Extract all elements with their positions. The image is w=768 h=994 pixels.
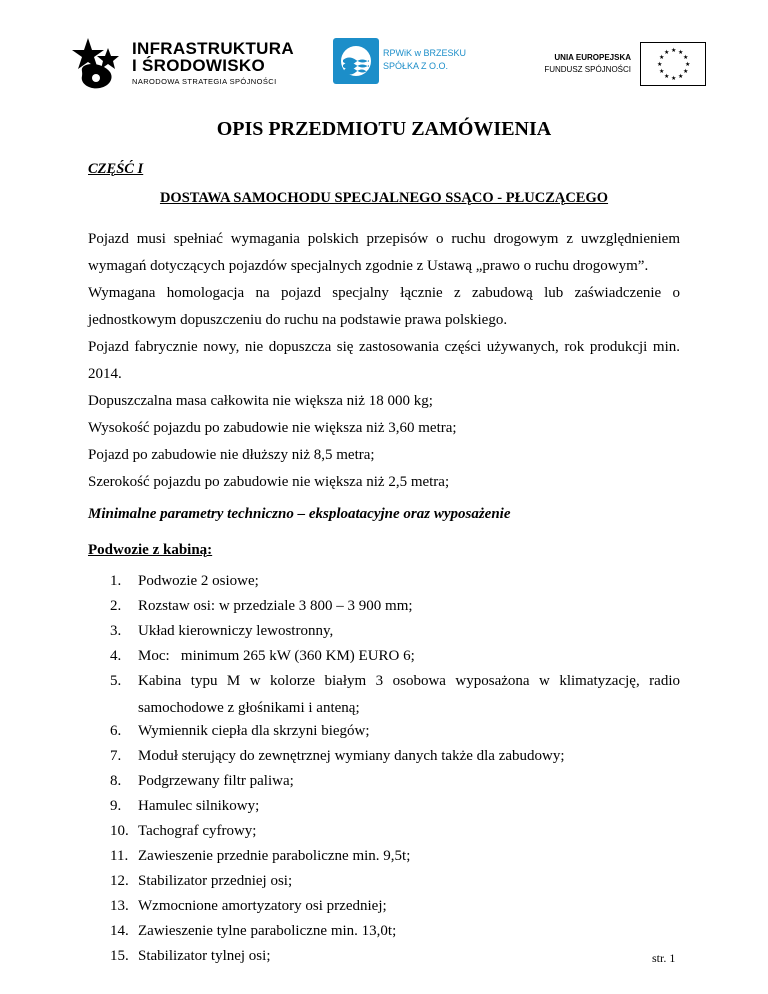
svg-text:★: ★ [671,75,677,82]
item-text: Moduł sterujący do zewnętrznej wymiany danych także dla zabudowy; [138,748,565,764]
item-text: Stabilizator przedniej osi; [138,873,293,889]
rpwik-line1: RPWiK w BRZESKU [383,48,467,58]
item-number: 4. [110,648,122,664]
rpwik-name [383,47,466,73]
item-number: 15. [110,948,129,964]
svg-text:★: ★ [664,49,670,56]
paragraph-requirements: Pojazd musi spełniać wymagania polskich przepisów o ruchu drogowym z uwzględnieniem wymagań dotyczących pojazdów specjalnych zgodnie z Ustawą „prawo o ruchu drogowym”. [88,231,680,274]
ifs-line1: INFRASTRUKTURA [132,39,294,58]
item-text: Wzmocnione amortyzatory osi przedniej; [138,898,387,914]
item-number: 9. [110,798,122,814]
svg-text:★: ★ [664,73,670,80]
part-label: CZĘŚĆ I [88,161,144,177]
item-text: Tachograf cyfrowy; [138,823,257,839]
svg-text:★: ★ [659,54,665,61]
eu-logo [541,42,711,86]
item-text: Hamulec silnikowy; [138,798,260,814]
ifs-subtitle: NARODOWA STRATEGIA SPÓJNOŚCI [132,77,277,86]
paragraph-new-vehicle: Pojazd fabrycznie nowy, nie dopuszcza się zastosowania części używanych, rok produkcji min. 2014. [88,339,680,382]
svg-text:★: ★ [671,47,677,54]
paragraph-homologation: Wymagana homologacja na pojazd specjalny łącznie z zabudową lub zaświadczenie o jednostkowym dopuszczeniu do ruchu na podstawie prawa polskiego. [88,285,680,328]
svg-text:★: ★ [683,68,689,75]
stars-icon [70,36,126,90]
item-number: 14. [110,923,129,939]
svg-text:★: ★ [657,61,663,68]
eu-line2: FUNDUSZ SPÓJNOŚCI [544,65,631,74]
item-text: Rozstaw osi: w przedziale 3 800 – 3 900 mm; [138,598,413,614]
section-heading: Minimalne parametry techniczno – eksploatacyjne oraz wyposażenie [88,506,511,522]
item-number: 11. [110,848,129,864]
svg-text:★: ★ [678,73,684,80]
eu-label [541,52,631,76]
item-text: Zawieszenie przednie paraboliczne min. 9,5t; [138,848,411,864]
svg-text:★: ★ [685,61,691,68]
part-subtitle: DOSTAWA SAMOCHODU SPECJALNEGO SSĄCO - PŁUCZĄCEGO [159,190,609,206]
item-number: 5. [110,673,122,689]
item-number: 8. [110,773,122,789]
eu-flag-icon [640,42,706,86]
svg-text:★: ★ [659,68,665,75]
paragraph-width: Szerokość pojazdu po zabudowie nie większa niż 2,5 metra; [88,474,450,490]
item-text: Zawieszenie tylne paraboliczne min. 13,0t; [138,923,397,939]
item-number: 13. [110,898,129,914]
item-text: Układ kierowniczy lewostronny, [138,623,334,639]
paragraph-length: Pojazd po zabudowie nie dłuższy niż 8,5 metra; [88,447,375,463]
item-text: Podgrzewany filtr paliwa; [138,773,294,789]
rpwik-line2: SPÓŁKA Z O.O. [383,61,449,71]
item-number: 6. [110,723,122,739]
ifs-title [132,40,294,74]
item-number: 1. [110,573,122,589]
item-text: Podwozie 2 osiowe; [138,573,259,589]
svg-text:★: ★ [678,49,684,56]
item-number: 7. [110,748,122,764]
section-subheading: Podwozie z kabiną: [88,542,213,558]
document-title: OPIS PRZEDMIOTU ZAMÓWIENIA [216,118,552,140]
svg-text:★: ★ [683,54,689,61]
item-text: Moc: minimum 265 kW (360 KM) EURO 6; [138,648,415,664]
item-text: Wymiennik ciepła dla skrzyni biegów; [138,723,370,739]
rpwik-logo [333,38,493,86]
item-text: Kabina typu M w kolorze białym 3 osobowa wyposażona w klimatyzację, radio samochodowe z głośnikami i anteną; [138,673,680,716]
item-number: 2. [110,598,122,614]
rpwik-emblem [333,38,379,84]
item-number: 10. [110,823,129,839]
ifs-line2: I ŚRODOWISKO [132,56,265,75]
water-drop-icon [333,38,379,84]
page-number: str. 1 [652,951,676,965]
paragraph-mass: Dopuszczalna masa całkowita nie większa niż 18 000 kg; [88,393,433,409]
paragraph-height: Wysokość pojazdu po zabudowie nie większa niż 3,60 metra; [88,420,457,436]
item-number: 12. [110,873,129,889]
item-number: 3. [110,623,122,639]
infrastruktura-logo [70,34,300,90]
eu-line1: UNIA EUROPEJSKA [554,53,631,62]
item-text: Stabilizator tylnej osi; [138,948,271,964]
